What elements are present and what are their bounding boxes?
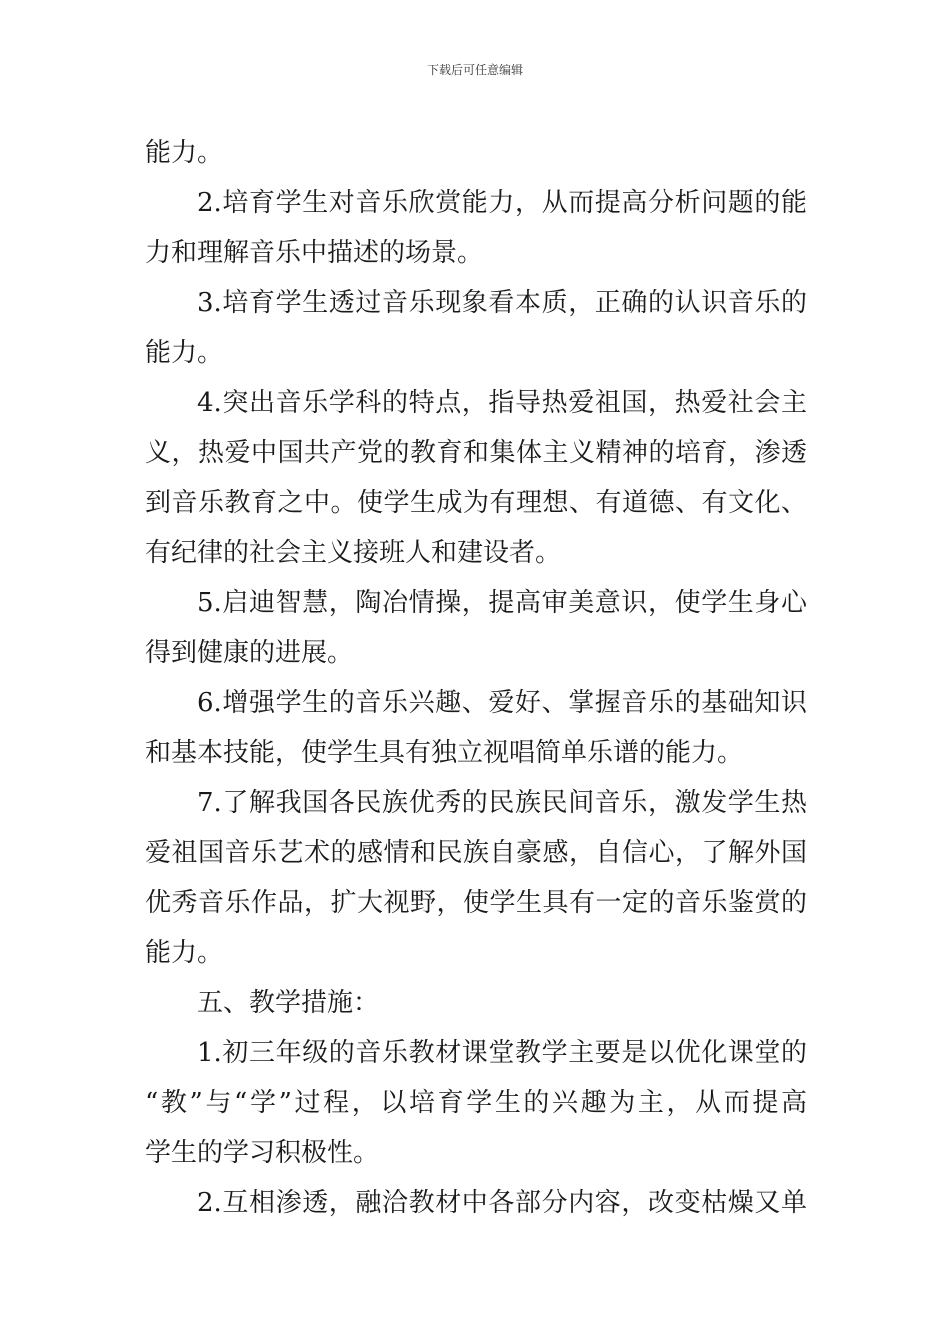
text-line: 优秀音乐作品，扩大视野，使学生具有一定的音乐鉴赏的 <box>145 888 807 918</box>
document-body <box>145 128 807 1228</box>
text-line: 到音乐教育之中。使学生成为有理想、有道德、有文化、 <box>145 488 807 518</box>
text-line: 有纪律的社会主义接班人和建设者。 <box>145 538 562 568</box>
text-line: 4.突出音乐学科的特点，指导热爱祖国，热爱社会主 <box>197 388 807 418</box>
text-line: 7.了解我国各民族优秀的民族民间音乐，激发学生热 <box>197 788 807 818</box>
text-line: 能力。 <box>145 138 224 168</box>
text-line: 2.互相渗透，融洽教材中各部分内容，改变枯燥又单 <box>197 1188 807 1218</box>
text-line: 1.初三年级的音乐教材课堂教学主要是以优化课堂的 <box>197 1038 807 1068</box>
text-line: 学生的学习积极性。 <box>145 1138 380 1168</box>
text-line: 得到健康的进展。 <box>145 638 354 668</box>
text-line: “教”与“学”过程，以培育学生的兴趣为主，从而提高 <box>145 1088 807 1118</box>
text-line: 力和理解音乐中描述的场景。 <box>145 238 484 268</box>
text-line: 爱祖国音乐艺术的感情和民族自豪感，自信心，了解外国 <box>145 838 807 868</box>
text-line: 和基本技能，使学生具有独立视唱简单乐谱的能力。 <box>145 738 744 768</box>
page-header-note: 下载后可任意编辑 <box>426 63 523 77</box>
text-line: 6.增强学生的音乐兴趣、爱好、掌握音乐的基础知识 <box>197 688 807 718</box>
text-line: 能力。 <box>145 938 224 968</box>
text-line: 3.培育学生透过音乐现象看本质，正确的认识音乐的 <box>197 288 807 318</box>
text-line: 2.培育学生对音乐欣赏能力，从而提高分析问题的能 <box>197 188 807 218</box>
text-line: 能力。 <box>145 338 224 368</box>
text-line: 义，热爱中国共产党的教育和集体主义精神的培育，渗透 <box>145 438 807 468</box>
text-line: 五、教学措施： <box>197 988 380 1018</box>
text-line: 5.启迪智慧，陶冶情操，提高审美意识，使学生身心 <box>197 588 807 618</box>
